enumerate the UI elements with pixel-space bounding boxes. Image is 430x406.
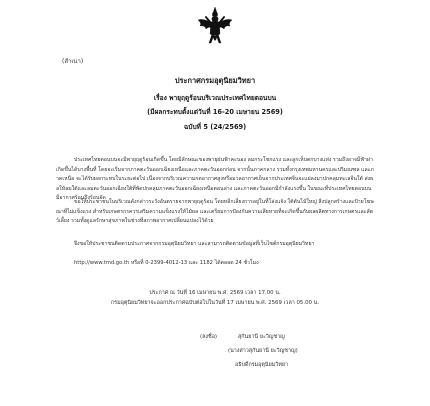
issued-at: ประกาศ ณ วันที่ 16 เมษายน พ.ศ. 2569 เวลา 17.00 น. bbox=[149, 290, 281, 296]
effective-period: (มีผลกระทบตั้งแต่วันที่ 16-20 เมษายน 2569) bbox=[147, 108, 283, 116]
announcement-subject: เรื่อง พายุฤดูร้อนบริเวณประเทศไทยตอนบน bbox=[153, 94, 277, 102]
paragraph-contact: http://www.tmd.go.th หรือที่ 0-2399-4012-13 และ 1182 ได้ตลอด 24 ชั่วโมง bbox=[74, 260, 259, 266]
announcement-title: ประกาศกรมอุตุนิยมวิทยา bbox=[174, 76, 256, 85]
next-issue: กรมอุตุนิยมวิทยาจะออกประกาศฉบับต่อไปในวันที่ 17 เมษายน พ.ศ. 2569 เวลา 05.00 น. bbox=[110, 300, 320, 306]
paragraph-follow-up: จึงขอให้ประชาชนติดตามประกาศจากกรมอุตุนิยมวิทยา และสามารถติดตามข้อมูลที่เว็บไซต์กรมอุตุนิยมวิทยา bbox=[74, 241, 315, 247]
garuda-emblem-icon bbox=[196, 6, 234, 46]
signature-prefix: (ลงชื่อ) bbox=[200, 334, 218, 340]
signatory-full-name: (นางสาวสุกันยานี ยะวิญชาญ) bbox=[228, 348, 298, 354]
issue-number: ฉบับที่ 5 (24/2569) bbox=[183, 123, 247, 131]
signature-name: สุกันยานี ยะวิญชาญ bbox=[238, 334, 285, 340]
paragraph-forecast: ประเทศไทยตอนบนจะมีพายุฤดูร้อนเกิดขึ้น โดยมีลักษณะของพายุฝนฟ้าคะนอง ลมกระโชกแรง และลูกเห็บตกบางแห่ง รวมถึงอาจมีฟ้าผ่าเกิดขึ้นได้บางพื้นที่ โดยจะเริ่มจากภาคตะวันออกเฉียงเหนือและภาคตะวันออกก่อน จากนั้นภาคกลาง รวมทั้งกรุงเทพมหานครและปริมณฑล และภาคเหนือ จะได้รับผลกระทบในระยะต่อไป เนื่องจากบริเวณความกดอากาศสูงหรือมวลอากาศเย็นจากประเทศจีนจะแผ่ลงมาปกคลุมทะเลจีนใต้ ส่งผลให้ลมใต้และลมตะวันออกเฉียงใต้ที่พัดปกคลุมภาคตะวันออกเฉียงเหนือตอนล่าง และภาคตะวันออกมีกำลังแรงขึ้น ในขณะที่ประเทศไทยตอนบนมีอากาศร้อนถึงร้อนจัด bbox=[56, 157, 374, 202]
signatory-position: อธิบดีกรมอุตุนิยมวิทยา bbox=[235, 362, 289, 368]
copy-label: (สำเนา) bbox=[62, 58, 84, 65]
paragraph-warning: ขอให้ประชาชนในบริเวณดังกล่าวระวังอันตรายจากพายุฤดูร้อน โดยหลีกเลี่ยงการอยู่ในที่โล่งแจ้ง ใต้ต้นไม้ใหญ่ สิ่งปลูกสร้างและป้ายโฆษณาที่ไม่แข็งแรง สำหรับเกษตรกรควรเสริมความแข็งแรงให้ไม้ผล และเตรียมการป้องกันความเสียหายที่จะเกิดขึ้นกับผลผลิตทางการเกษตรและสัตว์เลี้ยง รวมทั้งดูแลรักษาสุขภาพในช่วงที่สภาพอากาศเปลี่ยนแปลงไว้ด้วย bbox=[56, 199, 374, 225]
